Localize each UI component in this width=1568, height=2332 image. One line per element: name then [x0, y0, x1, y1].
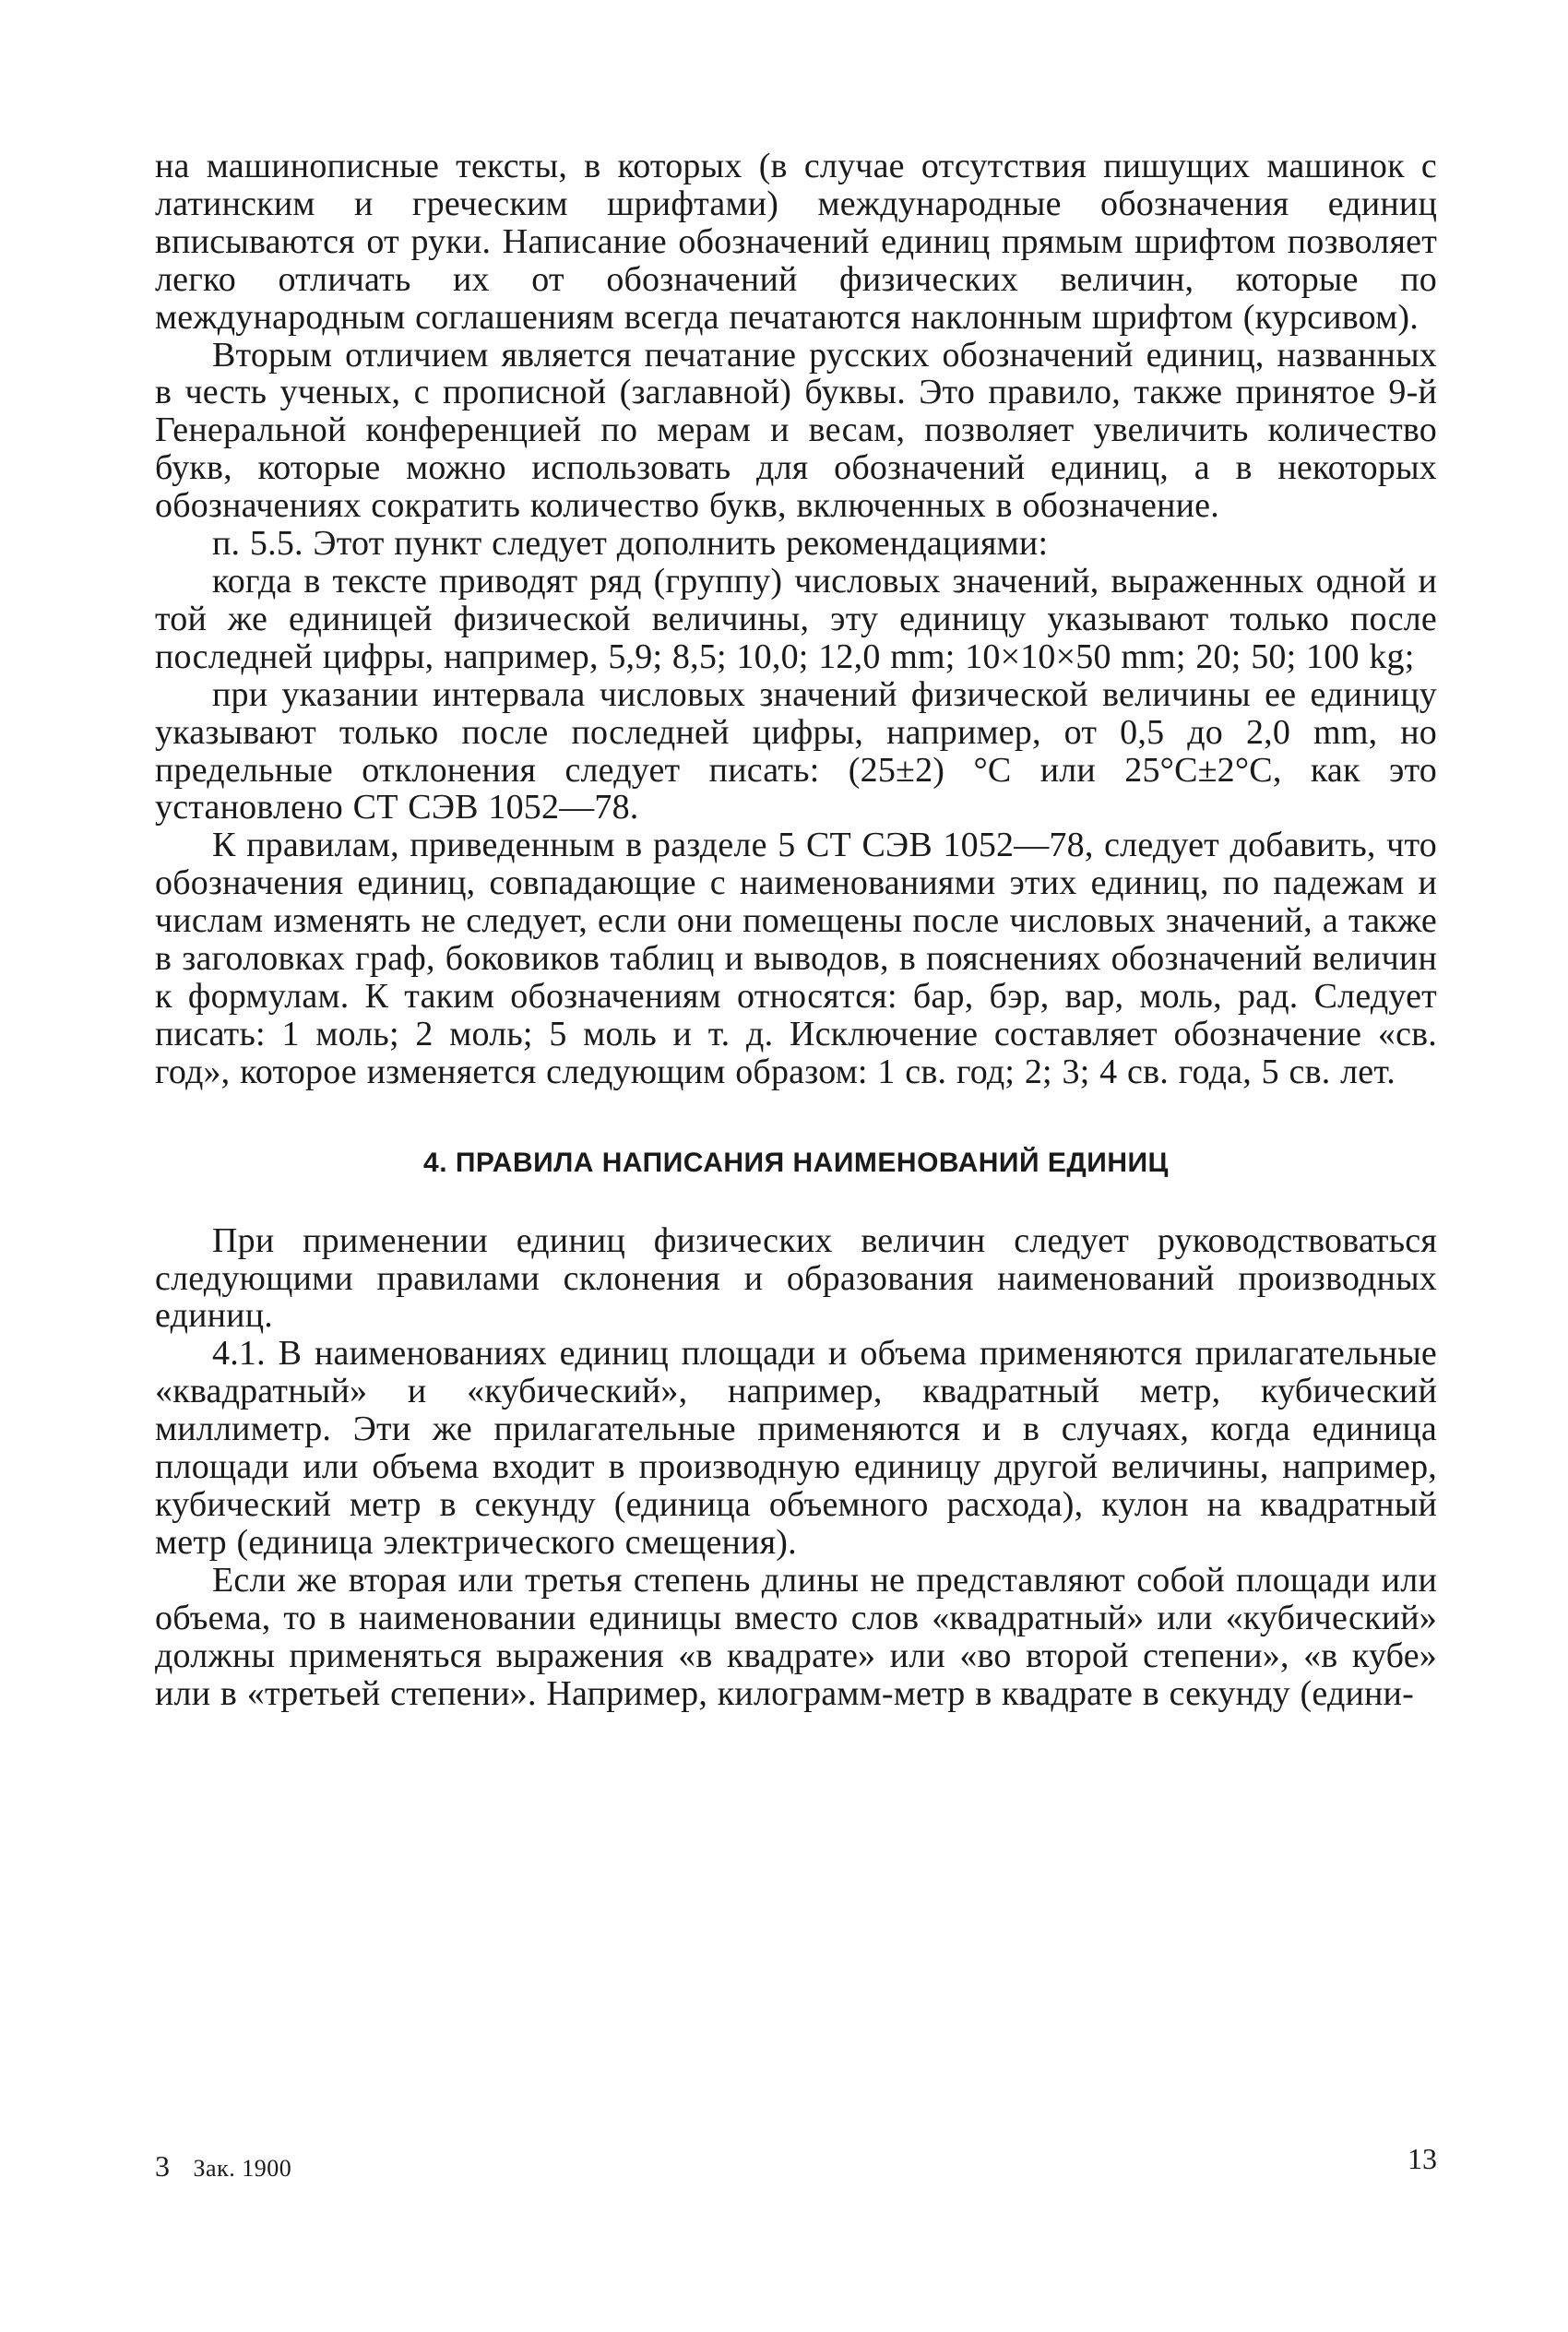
paragraph: на машинописные тексты, в которых (в случае отсутствия пишущих машинок с латинским и греческим шрифтами) международные обозначения единиц вписываются от руки. Написание обозначений единиц прямым шрифтом позволяет легко отличать их от обозначений физических величин, которые по международным соглашениям всегда печатаются наклонным шрифтом (курсивом).: [155, 147, 1437, 337]
page-body: [155, 148, 1437, 1712]
section-3-continuation: [155, 148, 1437, 1091]
paragraph: При применении единиц физических величин следует руководствоваться следующими правилами склонения и образования наименований производных единиц.: [155, 1220, 1437, 1336]
paragraph: 4.1. В наименованиях единиц площади и объема применяются прилагательные «квадратный» и «кубический», например, квадратный метр, кубический миллиметр. Эти же прилагательные применяются и в случаях, когда единица площади или объема входит в производную единицу другой величины, например, кубический метр в секунду (единица объемного расхода), кулон на квадратный метр (единица электрического смещения).: [155, 1334, 1437, 1562]
paragraph: когда в тексте приводят ряд (группу) числовых значений, выраженных одной и той же единицей физической величины, эту единицу указывают только после последней цифры, например, 5,9; 8,5; 10,0; 12,0 mm; 10×10×50 mm; 20; 50; 100 kg;: [155, 561, 1437, 676]
paragraph: при указании интервала числовых значений физической величины ее единицу указывают только после последней цифры, например, от 0,5 до 2,0 mm, но предельные отклонения следует писать: (25±2) °С или 25°С±2°С, как это установлено СТ СЭВ 1052—78.: [155, 674, 1437, 827]
paragraph: п. 5.5. Этот пункт следует дополнить рекомендациями:: [212, 524, 1049, 564]
section-heading: 4. ПРАВИЛА НАПИСАНИЯ НАИМЕНОВАНИЙ ЕДИНИЦ: [423, 1147, 1169, 1178]
paragraph: Вторым отличием является печатание русских обозначений единиц, названных в честь ученых, с прописной (заглавной) буквы. Это правило, также принятое 9-й Генеральной конференцией по мерам и весам, позволяет увеличить количество букв, которые можно использовать для обозначений единиц, а в некоторых обозначениях сократить количество букв, включенных в обозначение.: [155, 335, 1437, 526]
section-4: [155, 1222, 1437, 1713]
paragraph: Если же вторая или третья степень длины не представляют собой площади или объема, то в наименовании единицы вместо слов «квадратный» или «кубический» должны применяться выражения «в квадрате» или «во второй степени», «в кубе» или в «третьей степени». Например, килограмм-метр в квадрате в секунду (едини-: [155, 1560, 1437, 1713]
sheet-number: 3: [155, 2149, 170, 2183]
page-number: 13: [1408, 2142, 1437, 2175]
paragraph: К правилам, приведенным в разделе 5 СТ СЭВ 1052—78, следует добавить, что обозначения единиц, совпадающие с наименованиями этих единиц, по падежам и числам изменять не следует, если они помещены после числовых значений, а также в заголовках граф, боковиков таблиц и выводов, в пояснениях обозначений величин к формулам. К таким обозначениям относятся: бар, бэр, вар, моль, рад. Следует писать: 1 моль; 2 моль; 5 моль и т. д. Исключение составляет обозначение «св. год», которое изменяется следующим образом: 1 св. год; 2; 3; 4 св. года, 5 св. лет.: [155, 826, 1437, 1091]
page-footer: [155, 2142, 1437, 2186]
order-label: Зак. 1900: [193, 2155, 292, 2182]
footer-print-info: [155, 2149, 291, 2183]
